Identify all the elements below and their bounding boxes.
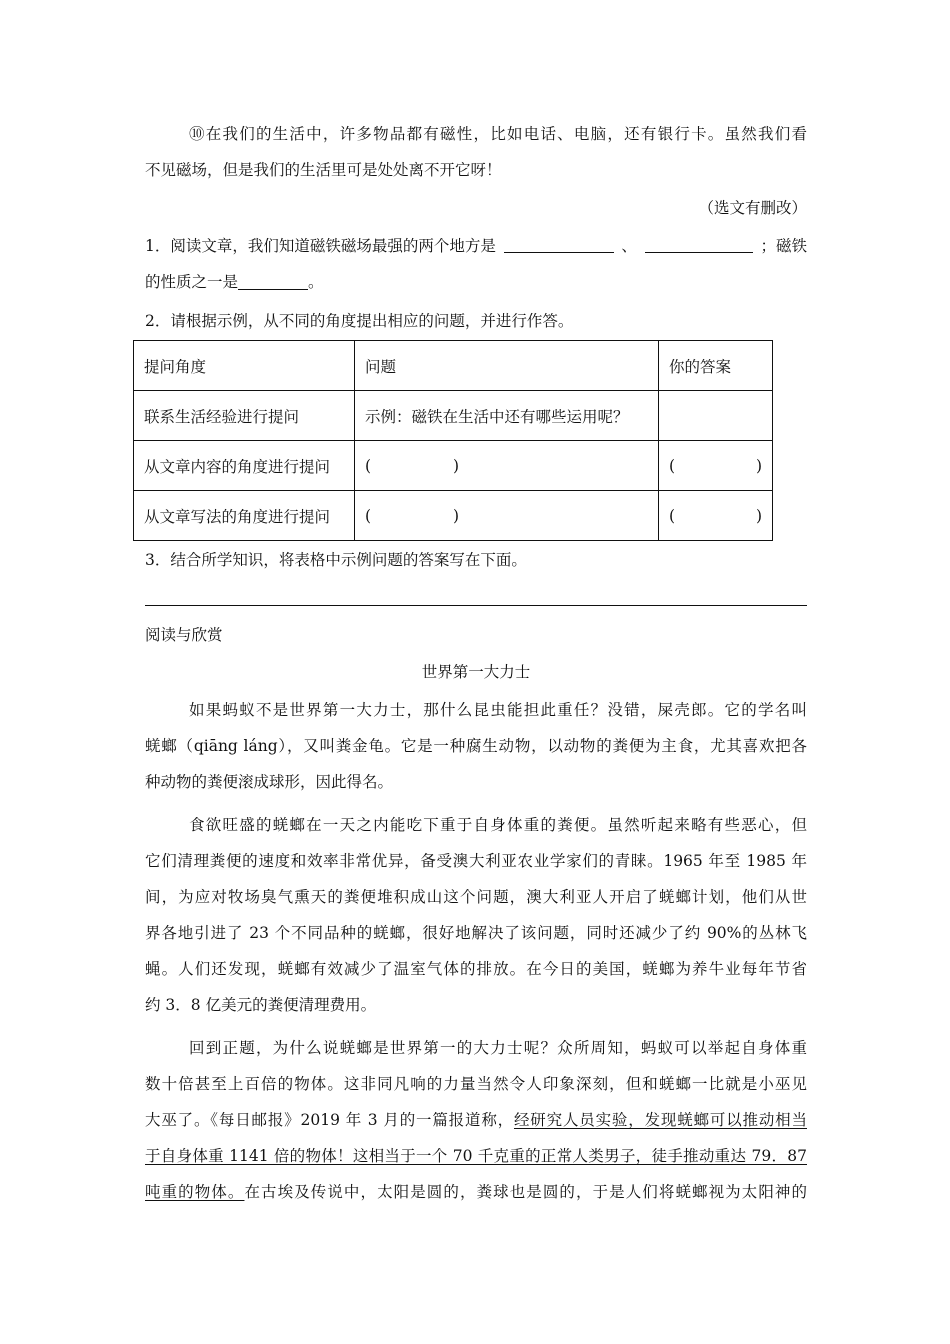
article-title: 世界第一大力士 [421,663,531,681]
para-3-text: 大巫了。《每日邮报》2019 年 3 月的一篇报道称， [145,1111,514,1129]
paragraph-10-line-2: 不见磁场，但是我们的生活里可是处处离不开它呀！ [145,161,502,179]
question-1-line-1 [145,236,807,256]
open-paren: ( [365,456,372,475]
table-row [134,391,773,441]
header-answer: 你的答案 [659,341,773,391]
question-1-line-2 [145,272,807,292]
question-3: 3．结合所学知识，将表格中示例问题的答案写在下面。 [145,551,527,569]
paragraph-10-line-1: ⑩在我们的生活中，许多物品都有磁性，比如电话、电脑，还有银行卡。虽然我们看 [189,125,807,143]
underlined-claim: 经研究人员实验，发现蜣螂可以推动相当 [513,1111,807,1129]
para-2-line-2: 它们清理粪便的速度和效率非常优异，备受澳大利亚农业学家们的青睐。1965 年至 1985 年 [145,852,807,870]
para-2-line-5: 蝇。人们还发现，蜣螂有效减少了温室气体的排放。在今日的美国，蜣螂为养牛业每年节省 [145,960,807,978]
question-1-end: 。 [308,273,324,291]
answer-blank-2[interactable] [645,236,753,253]
section-title: 阅读与欣赏 [145,626,223,644]
section-divider [145,605,807,606]
para-1-line-3: 种动物的粪便滚成球形，因此得名。 [145,773,394,791]
para-3-line-5 [145,1182,807,1202]
close-paren: ) [452,456,459,475]
table-header-row [134,341,773,391]
close-paren: ) [452,506,459,525]
row-answer-cell[interactable] [659,441,773,491]
close-paren: ) [755,456,762,475]
para-3-text-end: 在古埃及传说中，太阳是圆的，粪球也是圆的，于是人们将蜣螂视为太阳神的 [244,1183,807,1201]
question-1-text-2: 的性质之一是 [145,273,239,291]
answer-blank-3[interactable] [238,273,308,290]
row-answer-cell[interactable] [659,491,773,541]
table-row [134,491,773,541]
para-3-line-3 [145,1110,807,1130]
question-1-continuation: ；磁铁 [760,237,807,255]
para-2-line-3: 间，为应对牧场臭气熏天的粪便堆积成山这个问题，澳大利亚人开启了蜣螂计划，他们从世 [145,888,807,906]
para-2-line-6: 约 3．8 亿美元的粪便清理费用。 [145,996,377,1014]
row-question-cell[interactable] [355,441,659,491]
header-question: 问题 [355,341,659,391]
underlined-claim-end: 吨重的物体。 [145,1183,245,1201]
question-1-separator: 、 [621,237,637,255]
question-2: 2．请根据示例，从不同的角度提出相应的问题，并进行作答。 [145,312,574,330]
para-1-line-2: 蜣螂（qiāng láng），又叫粪金龟。它是一种腐生动物，以动物的粪便为主食，尤其喜欢把各 [145,737,807,755]
para-2-line-4: 界各地引进了 23 个不同品种的蜣螂，很好地解决了该问题，同时还减少了约 90%的丛林飞 [145,924,807,942]
row-question: 示例：磁铁在生活中还有哪些运用呢？ [355,391,659,441]
table-row [134,441,773,491]
open-paren: ( [669,506,676,525]
row-answer-cell[interactable] [659,391,773,441]
row-angle: 联系生活经验进行提问 [134,391,355,441]
close-paren: ) [755,506,762,525]
question-table [133,340,773,541]
question-1-text: 1．阅读文章，我们知道磁铁磁场最强的两个地方是 [145,237,496,255]
row-angle: 从文章内容的角度进行提问 [134,441,355,491]
header-angle: 提问角度 [134,341,355,391]
open-paren: ( [669,456,676,475]
para-3-line-2: 数十倍甚至上百倍的物体。这非同凡响的力量当然令人印象深刻，但和蜣螂一比就是小巫见 [145,1075,807,1093]
source-note: （选文有删改） [698,199,807,217]
open-paren: ( [365,506,372,525]
answer-blank-1[interactable] [504,236,614,253]
para-1-line-1: 如果蚂蚁不是世界第一大力士，那什么昆虫能担此重任？没错，屎壳郎。它的学名叫 [189,701,807,719]
para-3-line-1: 回到正题，为什么说蜣螂是世界第一的大力士呢？众所周知，蚂蚁可以举起自身体重 [189,1039,807,1057]
para-2-line-1: 食欲旺盛的蜣螂在一天之内能吃下重于自身体重的粪便。虽然听起来略有些恶心，但 [189,816,807,834]
para-3-line-4: 于自身体重 1141 倍的物体！这相当于一个 70 千克重的正常人类男子，徒手推动重达 79．87 [145,1147,807,1165]
row-angle: 从文章写法的角度进行提问 [134,491,355,541]
row-question-cell[interactable] [355,491,659,541]
